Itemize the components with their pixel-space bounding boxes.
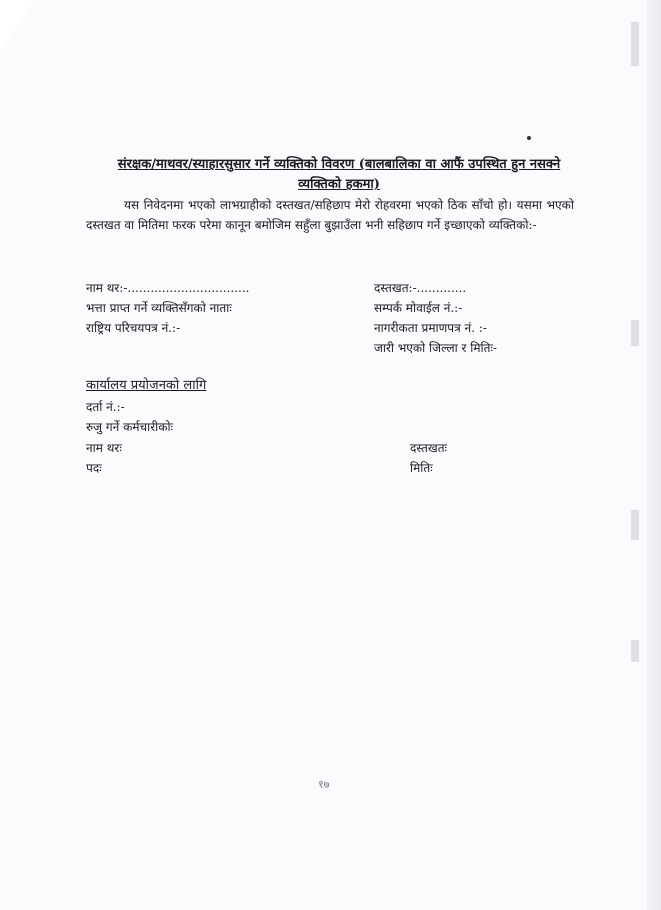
guardian-national-id-field: राष्ट्रिय परिचयपत्र नं.:- xyxy=(86,321,181,335)
office-post-field: पदः xyxy=(86,461,102,475)
scan-edge-mark xyxy=(631,510,639,540)
office-date-field: मितिः xyxy=(410,461,433,475)
scan-speck xyxy=(527,136,531,140)
registration-number-field: दर्ता नं.:- xyxy=(86,400,125,414)
form-title: संरक्षक/माथवर/स्याहारसुसार गर्ने व्यक्तिको विवरण (बालबालिका वा आफैं उपस्थित हुन नसक्ने व्यक्तिको हकमा) xyxy=(117,157,561,192)
office-use-heading: कार्यालय प्रयोजनको लागि xyxy=(86,378,207,393)
verifier-label: रुजु गर्ने कर्मचारीकोः xyxy=(86,420,174,434)
guardian-relation-field: भत्ता प्राप्त गर्ने व्यक्तिसँगको नाताः xyxy=(86,301,232,315)
guardian-issue-district-date-field: जारी भएको जिल्ला र मितिः- xyxy=(374,341,497,355)
scan-edge-mark xyxy=(631,640,639,662)
page-edge-shadow xyxy=(647,0,661,910)
guardian-name-field: नाम थर:-................................ xyxy=(86,281,250,295)
scan-edge-mark xyxy=(631,320,639,346)
scan-edge-mark xyxy=(631,22,639,66)
guardian-mobile-field: सम्पर्क मोवाईल नं.:- xyxy=(374,301,463,315)
declaration-paragraph: यस निवेदनमा भएको लाभग्राहीको दस्तखत/सहिछाप मेरो रोहवरमा भएको ठिक साँचो हो। यसमा भएको दस्तखत वा मितिमा फरक परेमा कानून बमोजिम सहुँला बुझाउँला भनी सहिछाप गर्ने इच्छाएको व्यक्तिको:- xyxy=(86,198,574,232)
guardian-citizenship-field: नागरीकता प्रमाणपत्र नं. :- xyxy=(374,321,487,335)
guardian-signature-field: दस्तखत:-............. xyxy=(374,281,467,295)
folded-corner xyxy=(0,0,34,52)
office-name-field: नाम थरः xyxy=(86,441,122,455)
page-number: १७ xyxy=(318,778,330,791)
office-signature-field: दस्तखतः xyxy=(410,441,447,455)
